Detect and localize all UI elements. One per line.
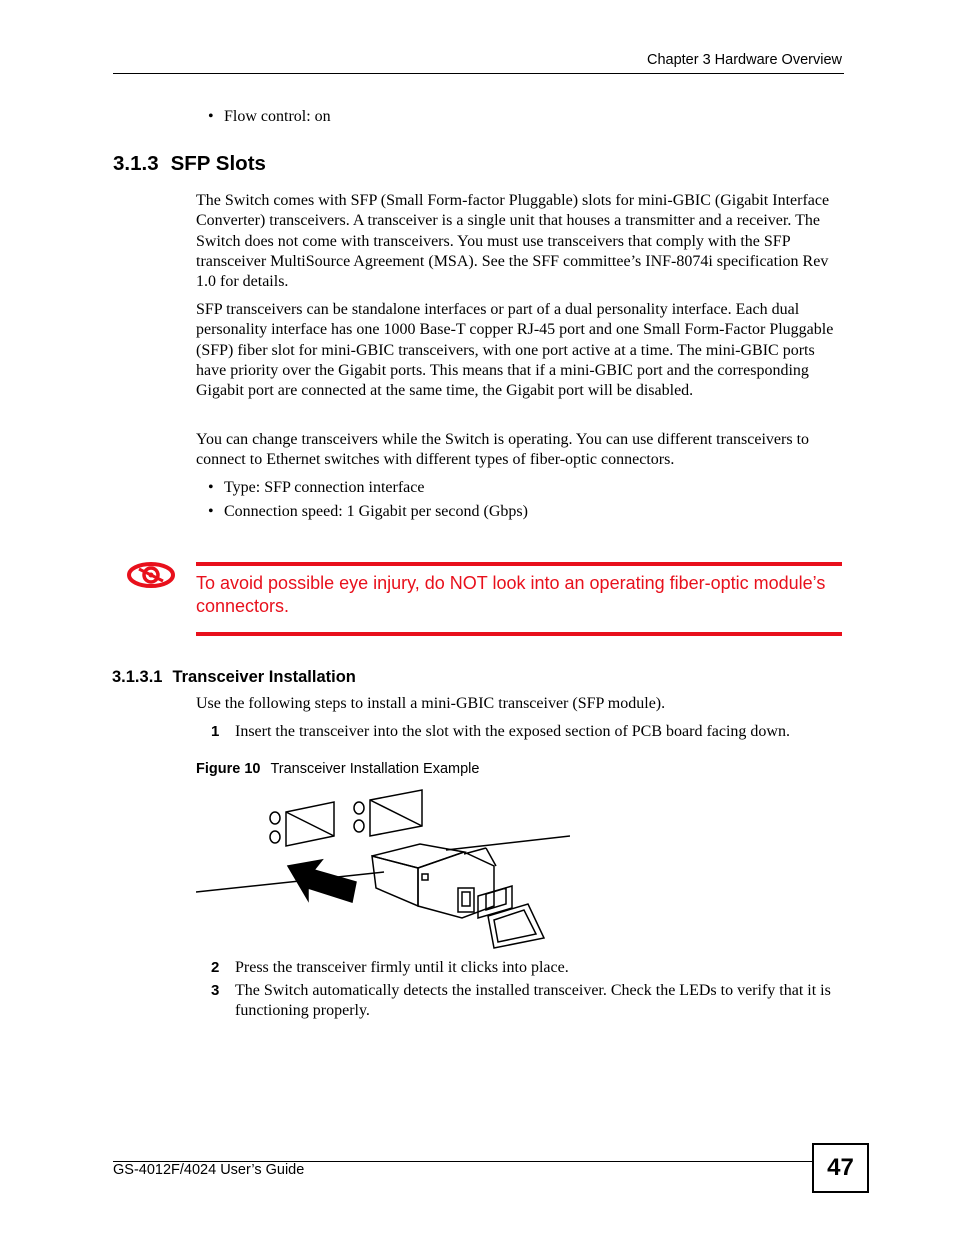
step-number: 3 [211,982,220,999]
bullet-text: Connection speed: 1 Gigabit per second (Gbps) [224,503,528,520]
figure-title: Transceiver Installation Example [270,761,480,777]
bullet-dot: • [208,503,214,520]
subsection-number: 3.1.3.1 [112,668,163,686]
section-number: 3.1.3 [113,152,159,175]
paragraph: The Switch comes with SFP (Small Form-factor Pluggable) slots for mini-GBIC (Gigabit Interface Converter) transceivers. A transceiver is a single unit that houses a transmitter and a receiver. The Switch does not come with transceivers. You must use transceivers that comply with the SFP transceiver MultiSource Agreement (MSA). See the SFF committee’s INF-8074i specification Rev 1.0 for details. [196,192,830,291]
step-text: The Switch automatically detects the installed transceiver. Check the LEDs to verify that it is functioning properly. [235,982,831,1019]
bullet-text: Type: SFP connection interface [224,479,425,496]
subsection-title: Transceiver Installation [172,668,356,686]
step-text: Press the transceiver firmly until it clicks into place. [235,959,569,976]
bullet-text: Flow control: on [224,108,331,125]
bullet-dot: • [208,108,214,125]
subsection-intro: Use the following steps to install a mini-GBIC transceiver (SFP module). [196,695,666,712]
step-text: Insert the transceiver into the slot with the exposed section of PCB board facing down. [235,723,790,740]
paragraph: You can change transceivers while the Switch is operating. You can use different transceivers to connect to Ethernet switches with different types of fiber-optic connectors. [196,431,810,469]
section-title: SFP Slots [170,152,266,175]
footer-guide-title: GS-4012F/4024 User’s Guide [113,1162,305,1178]
paragraph: SFP transceivers can be standalone interfaces or part of a dual personality interface. Each dual personality interface has one 1000 Base-T copper RJ-45 port and one Small Form-Factor Pluggable (SFP) fiber slot for mini-GBIC transceivers, with one port active at a time. The mini-GBIC ports have priority over the Gigabit ports. This means that if a mini-GBIC port and the corresponding Gigabit port are connected at the same time, the Gigabit port will be disabled. [196,301,834,400]
warning-text: To avoid possible eye injury, do NOT look into an operating fiber-optic module’s connectors. [196,573,826,616]
section-heading [113,152,266,176]
figure-caption [196,761,479,777]
running-header: Chapter 3 Hardware Overview [646,52,842,68]
transceiver-illustration [196,786,570,952]
warning-top-rule [196,562,842,566]
figure-label: Figure 10 [196,761,261,777]
header-rule [113,73,844,74]
page-number: 47 [812,1143,869,1193]
step-number: 2 [211,959,220,976]
bullet-dot: • [208,479,214,496]
subsection-heading [112,668,356,687]
warning-bottom-rule [196,632,842,636]
step-number: 1 [211,723,220,740]
eye-icon [127,560,175,590]
